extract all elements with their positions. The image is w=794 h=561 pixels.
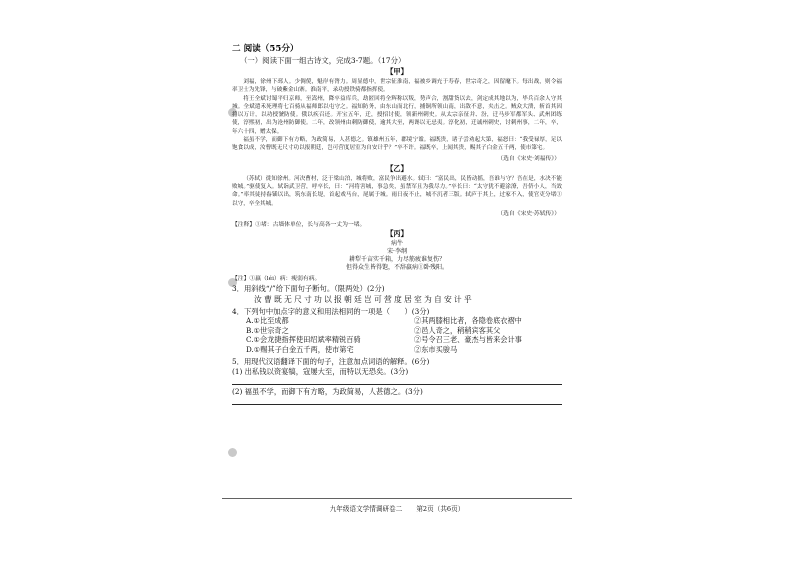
- question-3: 3．用斜线“/”给下面句子断句。（限两处）(2分): [232, 283, 385, 293]
- question-5-item-2: (2) 福虽不学，而御下有方略，为政简易，人甚德之。(3分): [232, 387, 423, 397]
- option-a1[interactable]: A.①比至成都: [246, 315, 289, 325]
- option-b1[interactable]: B.①世宗奇之: [246, 325, 289, 335]
- passage-jia-source: （选自《宋史·刘福传》）: [497, 155, 560, 162]
- passage-jia-paragraph: 刘福，徐州下邳人。少倜傥，魁岸有膂力。周显德中，世宗征淮南，福被乡调充于寿春，世宗奇之，因留麾下。每出战，则令福率卫士为先锋，与破紫金山寨。淮南平，录功授铁骑都指挥使。: [232, 79, 562, 94]
- passage-jia-paragraph: 将王全斌讨蜀平归京师，至嵩州，降卒益库兵，劫匿回将全辉称以叛，势声合，割甜货以去，剑定成其地以为，毕兵百余人守其城。全斌遣禾死理将七百骑从福师郎以屯守之。福知防务，由东山而北行，捕铜所领山南，出敌不意，夹击之。贼众大溃，斩首其因将以万计，以功授虢防使。俄以疾召还。开宝五年，迁，授招讨使，领新州刺史。从太宗亲征并、汾，迁马步军都军头、武州团练使，淳熙初，出为沧州防御使。二年，改领州由刺防御使，逾其大至，两谗以无忌夷。淳化初，迁诚州刺史，讨刺州事，二年，卒，年六十四，赠太保。: [232, 95, 562, 135]
- exam-sheet: [222, 38, 572, 522]
- option-a2[interactable]: ②其两膝相比者，各隐卷底衣褶中: [414, 315, 522, 325]
- passage-yi-paragraph: （苏轼）徙知徐州。河决曹村，泛于梁山泊，城将败，富民争出避水。轼曰：“富民出，民皆动摇，吾谁与守？吾在是，水决不能败城。”驱使复入。轼诣武卫营，呼卒长，曰：“河将害城，事急矣，虽禁军且为我尽力。”卒长曰：“太守犹不避涂潦，吾侪小人，当效命。”率其徒持畚锸以出，筑东南长堤，首起戏马台，尾属于城。雨日夜不止，城不沉者三版。轼庐于其上，过家不入，使官吏分堵①以守，卒全其城。: [232, 175, 562, 207]
- poem-line: 但得众生皆得饱，不辞羸病①卧残阳。: [345, 263, 448, 271]
- answer-line[interactable]: [232, 376, 562, 385]
- option-c1[interactable]: C.①会龙捷指挥使田绍斌率精锐百骑: [246, 335, 361, 345]
- binding-hole: [228, 448, 237, 457]
- annotation-note: 【注释】①堵：古墙体单位，长与高各一丈为一堵。: [232, 221, 366, 228]
- question-5: 5．用现代汉语翻译下面的句子，注意加点词语的解释。(6分): [232, 357, 430, 367]
- passage-yi-source: （选自《宋史·苏轼传》）: [497, 210, 560, 217]
- poem-title: 病牛: [390, 239, 403, 247]
- passage-yi-label: 【乙】: [386, 163, 408, 173]
- option-b2[interactable]: ②邑人奇之，稍稍宾客其父: [414, 325, 501, 335]
- section-title: 二 阅读（55分）: [232, 44, 299, 54]
- option-d1[interactable]: D.①赐其子白金五千两，使市第宅: [246, 345, 354, 355]
- section-subtitle: （一）阅读下面一组古诗文，完成3-7题。（17分）: [240, 56, 406, 65]
- passage-bing-label: 【丙】: [386, 228, 408, 238]
- poem-author: 宋·李纲: [387, 247, 407, 255]
- question-5-item-1: (1) 出私钱以资宴犒，寇屡大至，而特以无恐矣。(3分): [232, 367, 409, 377]
- option-c2[interactable]: ②号令召三老、豪杰与皆来会计事: [414, 335, 522, 345]
- question-4-options: [246, 316, 562, 355]
- page-content: [232, 42, 562, 407]
- poem: [232, 240, 562, 272]
- answer-line[interactable]: [232, 396, 562, 405]
- option-d2[interactable]: ②东市买骏马: [414, 345, 458, 355]
- poem-note: 【注】①羸（léi）病：瘦弱有病。: [232, 275, 321, 282]
- question-4: 4．下列句中加点字的意义和用法相同的一项是（ ）(3分): [232, 306, 430, 316]
- exam-name: 九年级语文学情调研卷二: [329, 505, 403, 513]
- passage-jia-paragraph: 福虽不学，而御下有方略，为政简易，人甚德之。镇雄州五年，郡境宁谧。福既贵，诸子尝劝起大第，福怒曰：“我受禄厚，足以饱食以成，汝曹既无尺寸功以报朝廷，岂可营度居室为自安计乎？”卒不许。福既卒，上闻其贵，赐其子白金五千两，使市第宅。: [232, 137, 562, 152]
- page-number: 第2页（共6页）: [416, 505, 465, 513]
- page-footer: [222, 498, 572, 513]
- question-3-sentence[interactable]: 汝曹既无尺寸功以报朝廷岂可营度居室为自安计乎: [254, 294, 474, 304]
- passage-jia-label: 【甲】: [386, 67, 408, 76]
- poem-line: 耕犁千亩实千箱，力尽筋疲谁复伤？: [348, 255, 445, 263]
